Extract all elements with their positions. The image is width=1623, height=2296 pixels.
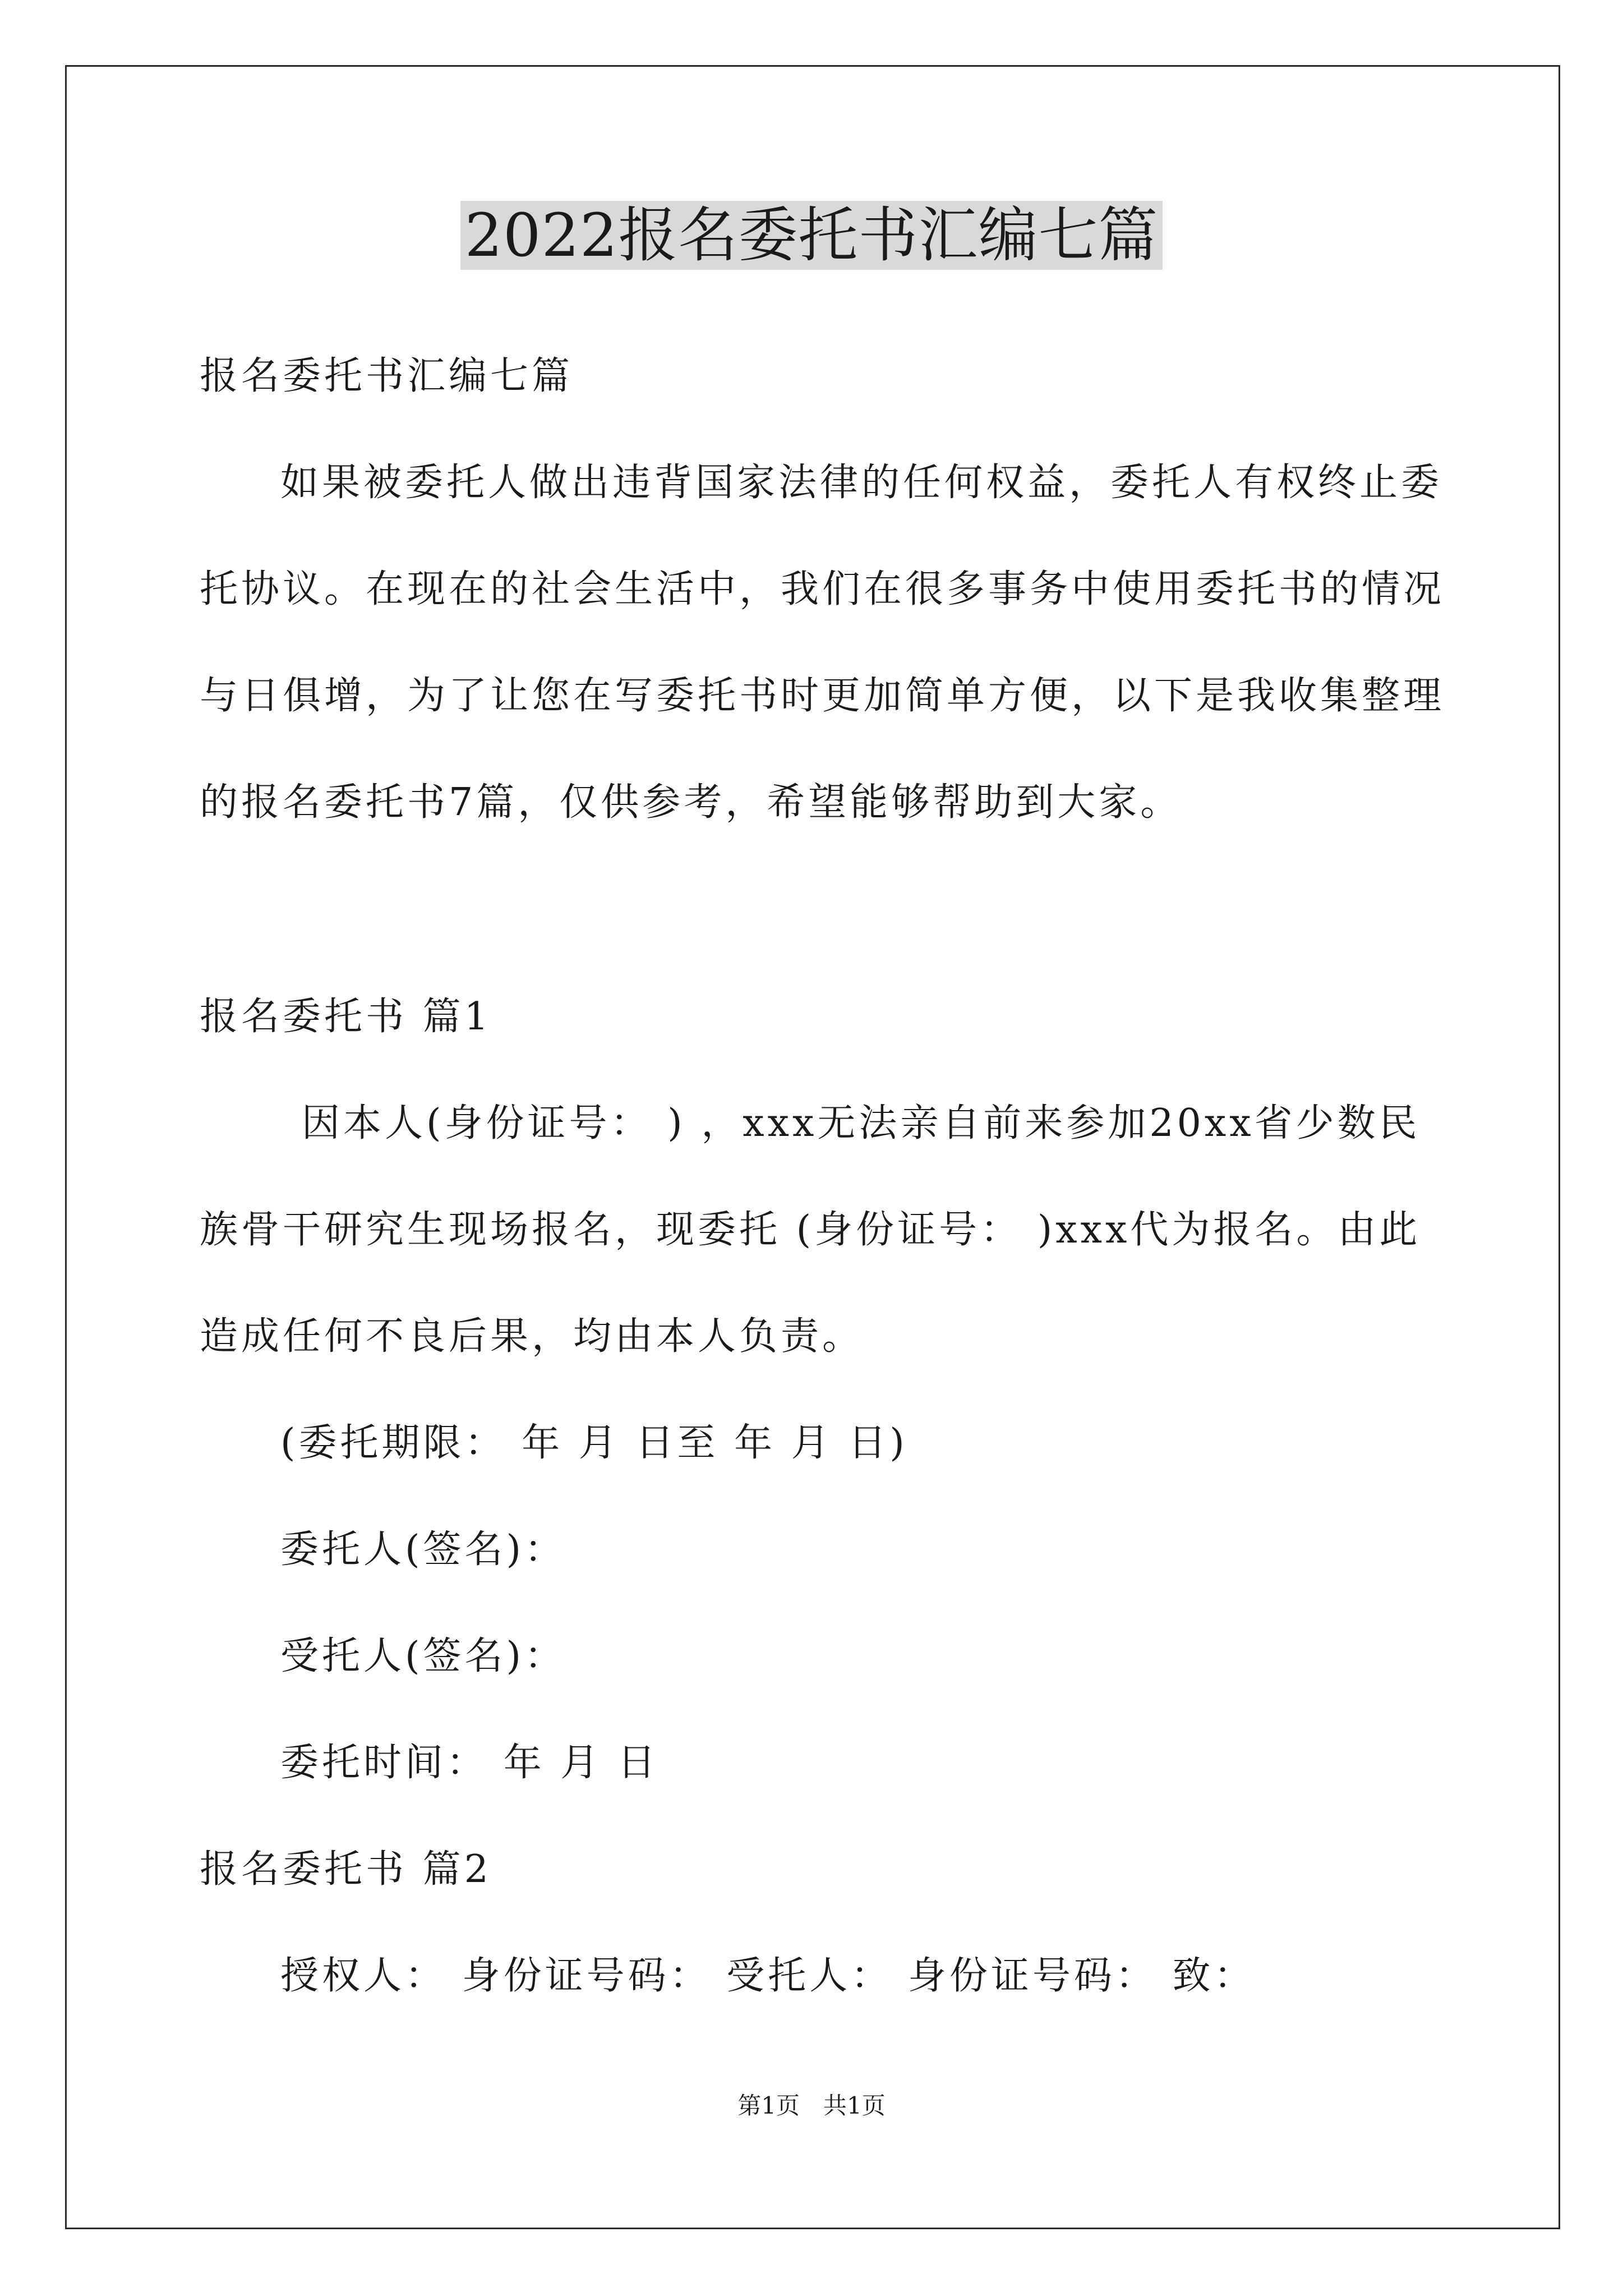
section-2-heading: 报名委托书 篇2 (200, 1847, 492, 1892)
intro-line-4: 的报名委托书7篇，仅供参考，希望能够帮助到大家。 (200, 780, 1182, 825)
section-1-body-line-3: 造成任何不良后果，均由本人负责。 (200, 1314, 864, 1359)
page-footer (0, 2090, 1623, 2122)
section-1-agent-signature: 受托人(签名)： (280, 1634, 566, 1678)
section-1-date: 委托时间： 年 月 日 (280, 1741, 659, 1785)
document-title (0, 197, 1623, 274)
section-1-period: (委托期限： 年 月 日至 年 月 日) (280, 1421, 908, 1465)
section-1-principal-signature: 委托人(签名)： (280, 1527, 566, 1572)
section-2-line-1: 授权人： 身份证号码： 受托人： 身份证号码： 致： (280, 1954, 1256, 1998)
intro-line-2: 托协议。在现在的社会生活中，我们在很多事务中使用委托书的情况 (200, 567, 1445, 611)
section-1-body-line-1: 因本人(身份证号： ) ，xxx无法亲自前来参加20xx省少数民 (302, 1101, 1421, 1145)
document-title-text: 2022报名委托书汇编七篇 (460, 201, 1163, 270)
page-total: 共1页 (823, 2092, 886, 2119)
intro-line-3: 与日俱增，为了让您在写委托书时更加简单方便，以下是我收集整理 (200, 674, 1445, 718)
page-number: 第1页 (737, 2092, 800, 2119)
subtitle: 报名委托书汇编七篇 (200, 354, 574, 398)
section-1-heading: 报名委托书 篇1 (200, 995, 492, 1039)
section-1-body-line-2: 族骨干研究生现场报名，现委托 (身份证号： )xxx代为报名。由此 (200, 1208, 1421, 1252)
intro-line-1: 如果被委托人做出违背国家法律的任何权益，委托人有权终止委 (280, 461, 1443, 505)
